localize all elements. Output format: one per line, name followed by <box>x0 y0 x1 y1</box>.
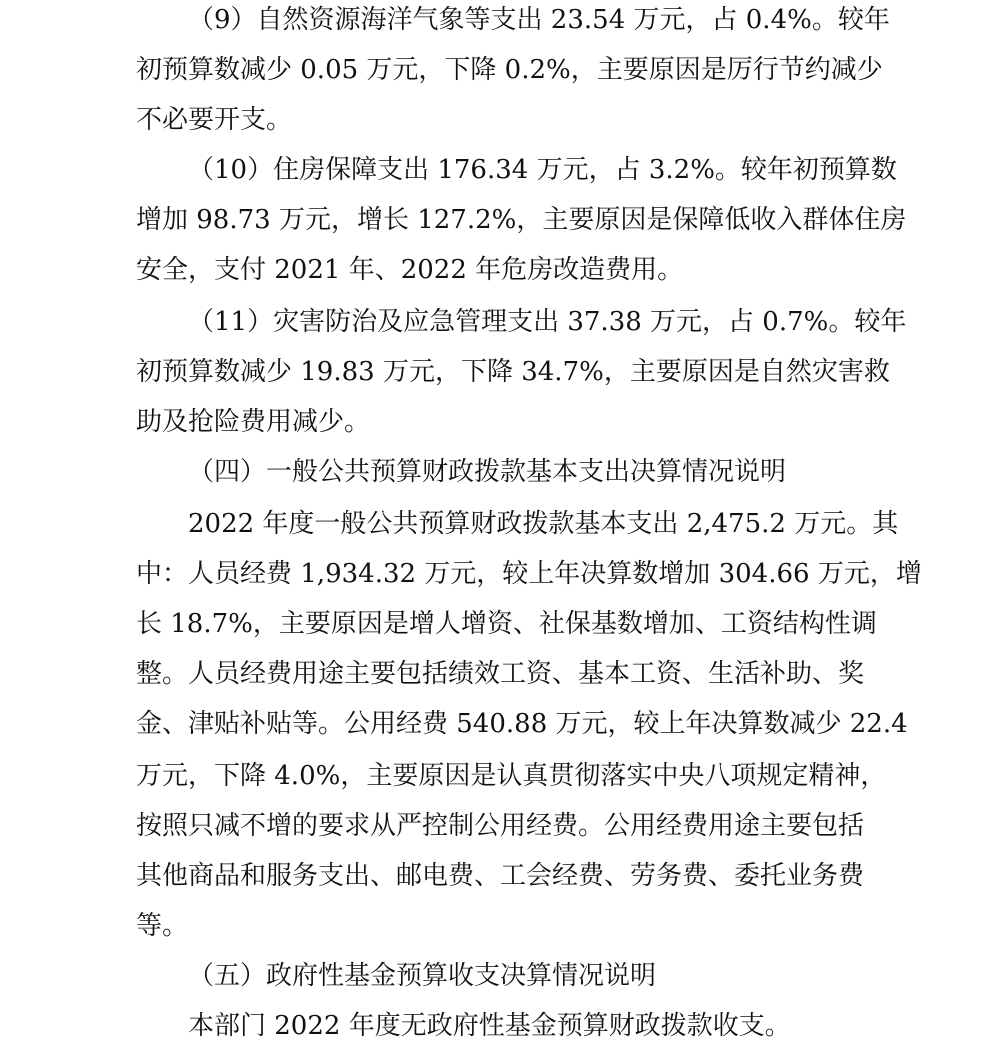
text-line: 整。人员经费用途主要包括绩效工资、基本工资、生活补助、奖 <box>136 659 865 689</box>
text-line: 万元，下降 4.0%，主要原因是认真贯彻落实中央八项规定精神， <box>136 761 887 791</box>
section-heading: （四）一般公共预算财政拨款基本支出决算情况说明 <box>188 457 787 487</box>
text-line: 增加 98.73 万元，增长 127.2%，主要原因是保障低收入群体住房 <box>136 205 907 235</box>
text-line: 本部门 2022 年度无政府性基金预算财政拨款收支。 <box>188 1011 791 1041</box>
text-line: 2022 年度一般公共预算财政拨款基本支出 2,475.2 万元。其 <box>188 509 899 539</box>
text-line: （10）住房保障支出 176.34 万元，占 3.2%。较年初预算数 <box>188 155 897 185</box>
text-line: 中：人员经费 1,934.32 万元，较上年决算数增加 304.66 万元，增 <box>136 559 922 589</box>
text-line: 安全，支付 2021 年、2022 年危房改造费用。 <box>136 255 684 285</box>
section-heading: （五）政府性基金预算收支决算情况说明 <box>188 961 657 991</box>
text-line: （11）灾害防治及应急管理支出 37.38 万元，占 0.7%。较年 <box>188 307 907 337</box>
text-line: （9）自然资源海洋气象等支出 23.54 万元，占 0.4%。较年 <box>188 5 890 35</box>
text-line: 等。 <box>136 911 189 941</box>
text-line: 初预算数减少 19.83 万元，下降 34.7%，主要原因是自然灾害救 <box>136 357 890 387</box>
text-line: 长 18.7%，主要原因是增人增资、社保基数增加、工资结构性调 <box>136 609 877 639</box>
text-line: 其他商品和服务支出、邮电费、工会经费、劳务费、委托业务费 <box>136 861 865 891</box>
text-line: 初预算数减少 0.05 万元，下降 0.2%，主要原因是厉行节约减少 <box>136 55 883 85</box>
text-line: 按照只减不增的要求从严控制公用经费。公用经费用途主要包括 <box>136 811 865 841</box>
text-line: 不必要开支。 <box>136 105 293 135</box>
text-line: 助及抢险费用减少。 <box>136 407 371 437</box>
text-line: 金、津贴补贴等。公用经费 540.88 万元，较上年决算数减少 22.4 <box>136 709 908 739</box>
